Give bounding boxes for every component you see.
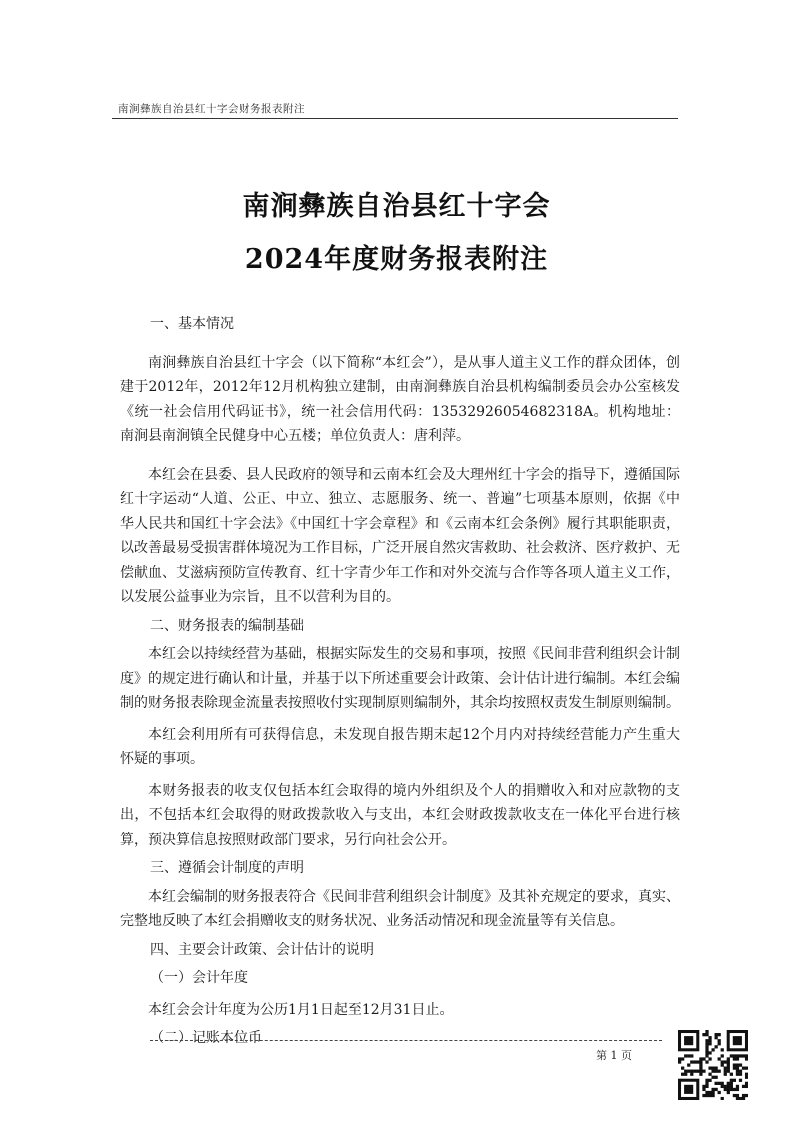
document-title: 南涧彝族自治县红十字会: [242, 191, 551, 222]
paragraph: 本红会利用所有可获得信息，未发现自报告期末起12个月内对持续经营能力产生重大怀疑的事项。: [120, 726, 680, 767]
paragraph: 本红会编制的财务报表符合《民间非营利组织会计制度》及其补充规定的要求，真实、完整地反映了本红会捐赠收支的财务状况、业务活动情况和现金流量等有关信息。: [120, 888, 680, 929]
paragraph: 本红会会计年度为公历1月1日起至12月31日止。: [148, 1001, 454, 1018]
paragraph: 本财务报表的收支仅包括本红会取得的境内外组织及个人的捐赠收入和对应款物的支出，不包括本红会取得的财政拨款收入与支出，本红会财政拨款收支在一体化平台进行核算，预决算信息按照财政部门要求，另行向社会公开。: [120, 782, 680, 848]
footer-rule: [150, 1040, 662, 1041]
paragraph: 本红会以持续经营为基础，根据实际发生的交易和事项，按照《民间非营利组织会计制度》的规定进行确认和计量，并基于以下所述重要会计政策、会计估计进行编制。本红会编制的财务报表除现金流量表按照收付实现制原则编制外，其余均按照权责发生制原则编制。: [120, 646, 680, 711]
subsection-heading: （一）会计年度: [150, 970, 248, 986]
section-heading: 四、主要会计政策、会计估计的说明: [150, 941, 374, 958]
page-number: 第 1 页: [596, 1049, 632, 1062]
document-subtitle: 2024年度财务报表附注: [244, 244, 549, 275]
paragraph: 南涧彝族自治县红十字会（以下简称“本红会”），是从事人道主义工作的群众团体，创建于2012年，2012年12月机构独立建制，由南涧彝族自治县机构编制委员会办公室核发《统一社会信用代码证书》，统一社会信用代码：13532926054682318A。机构地址：南涧县南涧镇全民健身中心五楼；单位负责人：唐利萍。: [120, 354, 680, 444]
qr-code-icon: [678, 1030, 748, 1100]
header-rule: [112, 118, 678, 119]
running-header: 南涧彝族自治县红十字会财务报表附注: [118, 103, 305, 115]
section-heading: 二、财务报表的编制基础: [150, 617, 304, 634]
section-heading: 三、遵循会计制度的声明: [150, 860, 304, 876]
paragraph: 本红会在县委、县人民政府的领导和云南本红会及大理州红十字会的指导下，遵循国际红十字运动“人道、公正、中立、独立、志愿服务、统一、普遍”七项基本原则，依据《中华人民共和国红十字会法》《中国红十字会章程》和《云南本红会条例》履行其职能职责，以改善最易受损害群体境况为工作目标，广泛开展自然灾害救助、社会救济、医疗救护、无偿献血、艾滋病预防宣传教育、红十字青少年工作和对外交流与合作等各项人道主义工作，以发展公益事业为宗旨，且不以营利为目的。: [120, 466, 680, 605]
subsection-heading: （二）记账本位币: [150, 1030, 262, 1046]
document-body: [120, 312, 680, 1051]
section-heading: 一、基本情况: [150, 316, 234, 332]
